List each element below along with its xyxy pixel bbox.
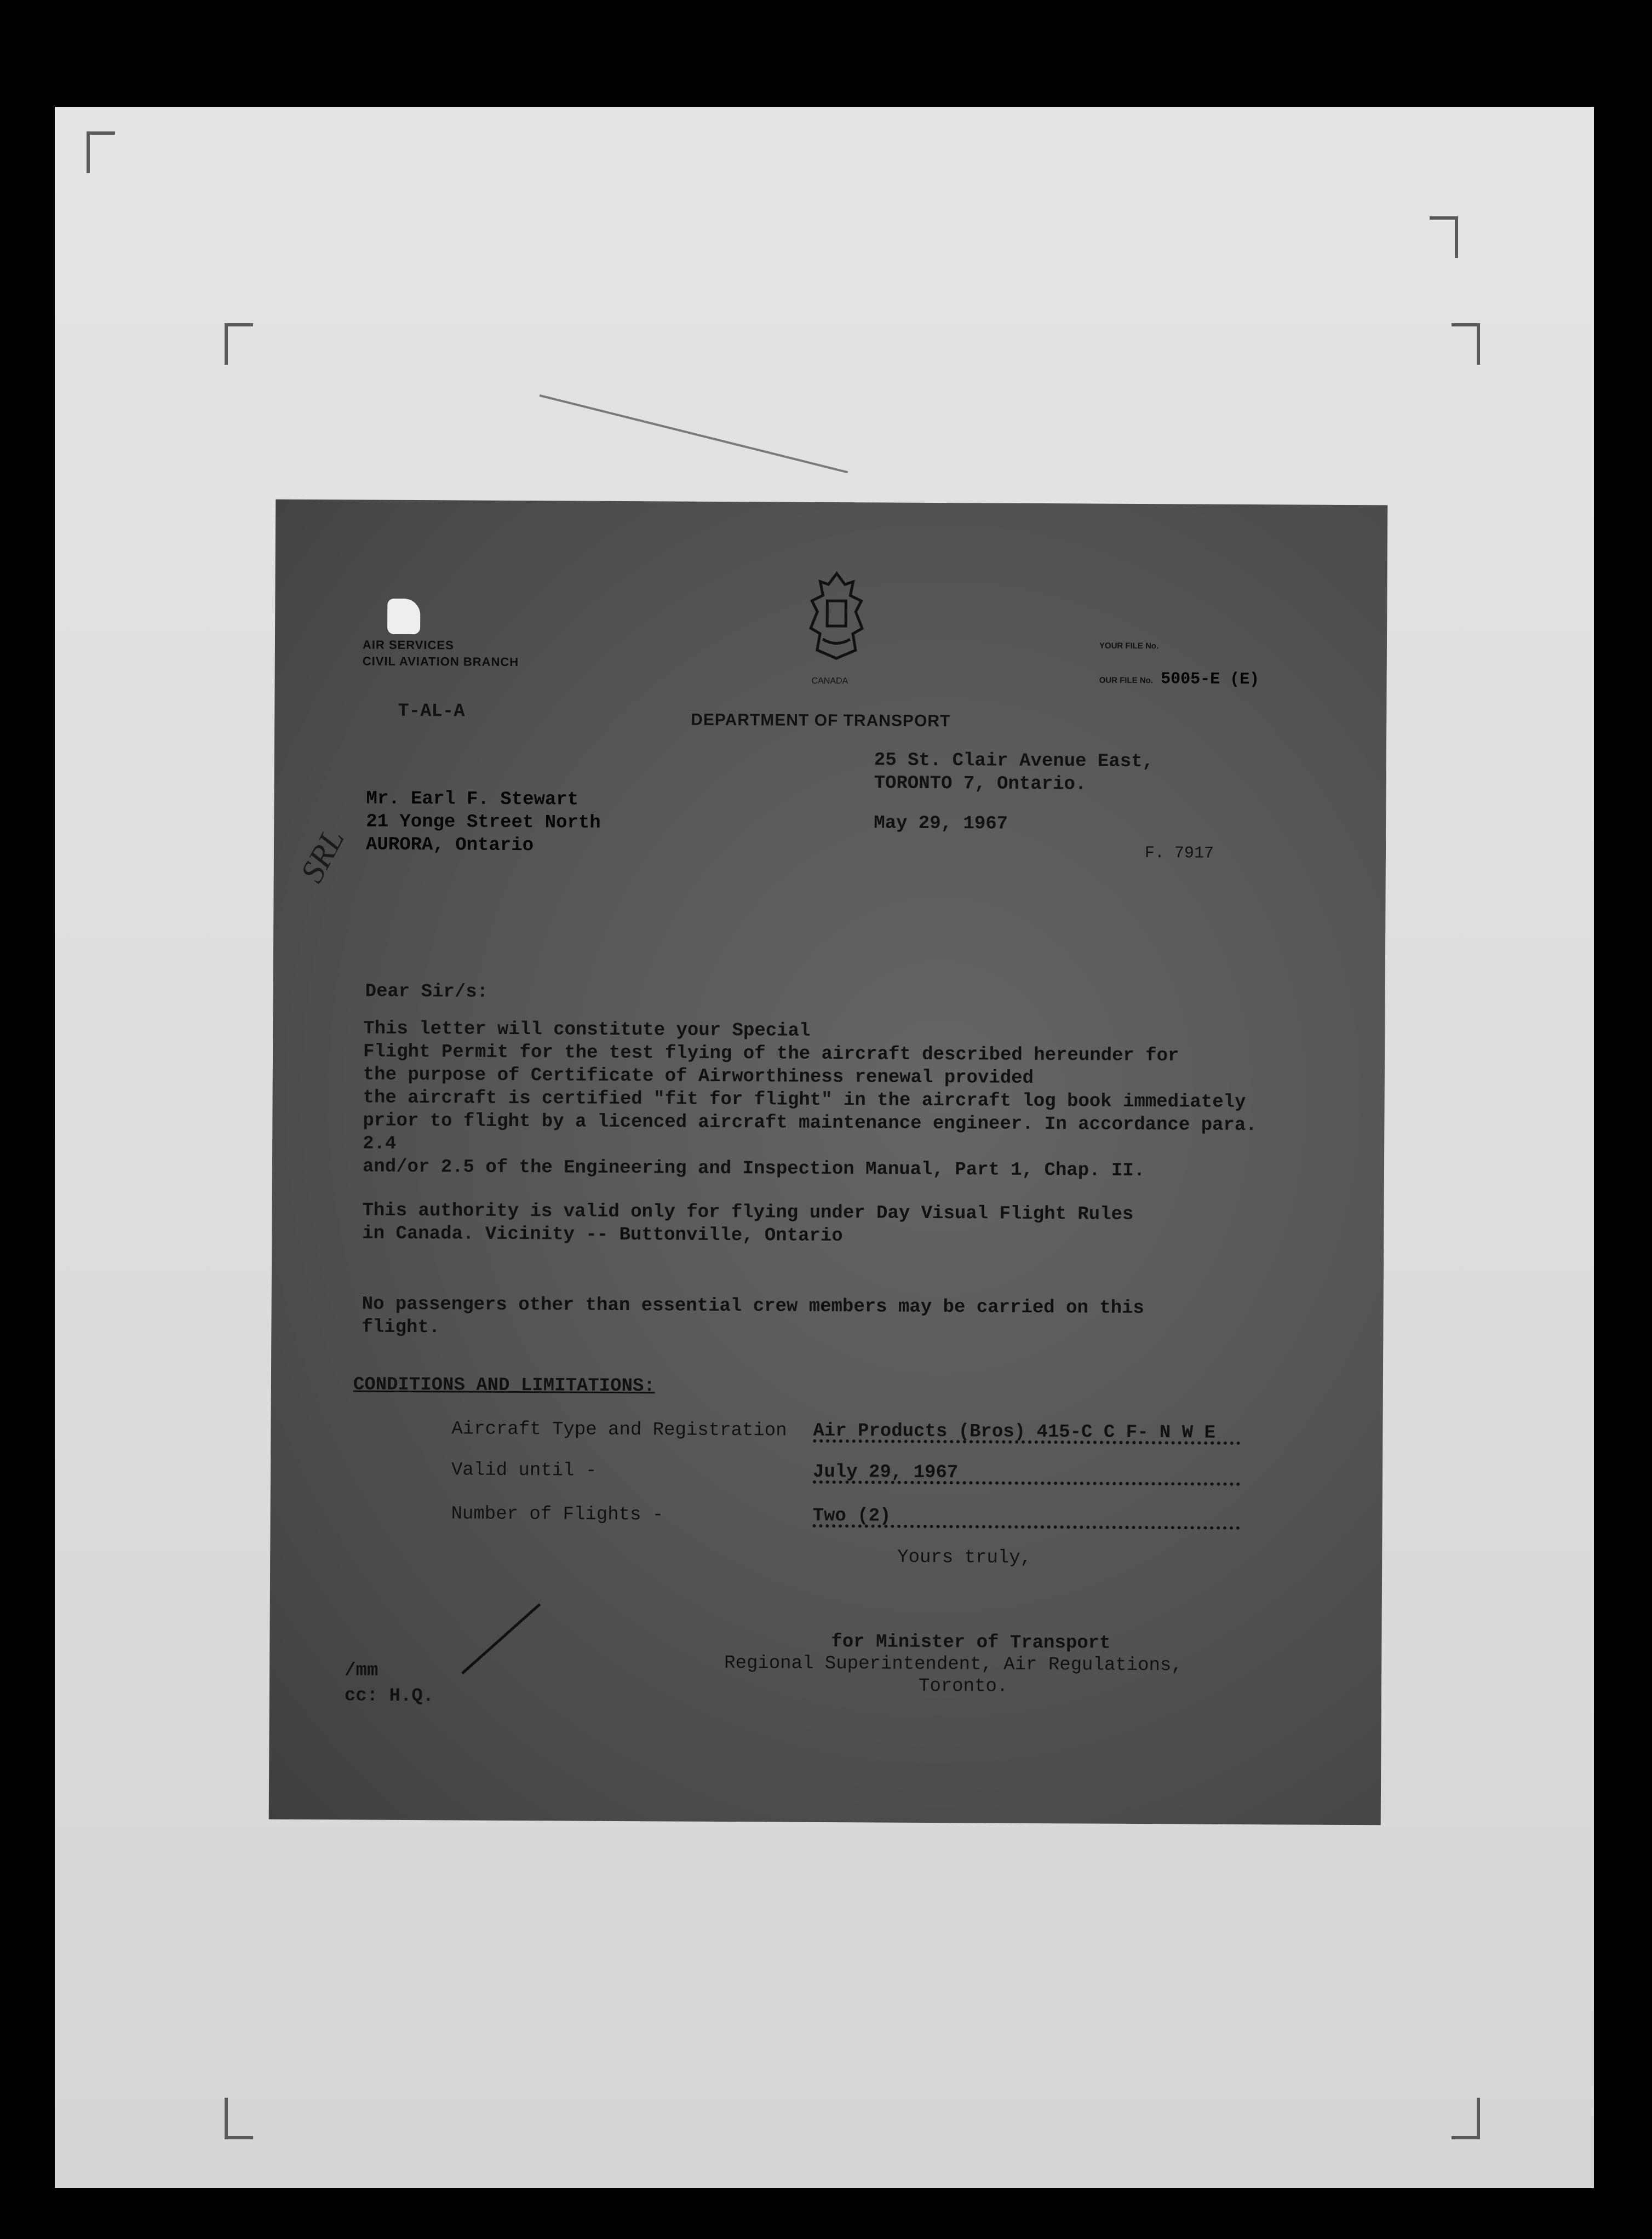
crop-mark-top-left [87, 131, 115, 173]
branch-line-2: CIVIL AVIATION BRANCH [362, 654, 519, 669]
paragraph-authority: This authority is valid only for flying under Day Visual Flight Rules in Canada. Vicinity -- Buttonville, Ontario [362, 1200, 1134, 1247]
letter-sheet [269, 500, 1388, 1825]
condition-label: Aircraft Type and Registration [451, 1419, 787, 1442]
reference-number: F. 7917 [1144, 844, 1214, 863]
crop-mark-bottom-right [1452, 2098, 1480, 2139]
conditions-heading: CONDITIONS AND LIMITATIONS: [353, 1374, 655, 1397]
sender-address [874, 749, 1154, 796]
condition-value: Air Products (Bros) 415-C C F- N W E [813, 1420, 1240, 1445]
salutation: Dear Sir/s: [365, 981, 489, 1003]
check-mark [461, 1603, 541, 1674]
our-file-value: 5005-E (E) [1161, 670, 1260, 690]
file-number-block [1099, 630, 1259, 698]
condition-label: Valid until - [451, 1460, 597, 1482]
crop-mark-inner-top-left [225, 323, 253, 365]
signatory-line-3: Toronto. [918, 1675, 1008, 1697]
sender-address-line-1: 25 St. Clair Avenue East, [874, 750, 1154, 773]
carbon-copy: cc: H.Q. [344, 1685, 434, 1707]
letter-date: May 29, 1967 [874, 813, 1008, 835]
recipient-line-3: AURORA, Ontario [365, 834, 534, 857]
condition-label: Number of Flights - [451, 1503, 664, 1526]
condition-row [451, 1417, 1240, 1445]
condition-row [451, 1502, 1240, 1530]
condition-value: Two (2) [813, 1505, 1240, 1530]
department-title: DEPARTMENT OF TRANSPORT [691, 710, 951, 731]
your-file-label: YOUR FILE No. [1099, 641, 1159, 651]
branch-header [363, 637, 519, 670]
our-file-label: OUR FILE No. [1099, 675, 1153, 686]
signatory-line-1: for Minister of Transport [831, 1632, 1111, 1654]
canada-crest-icon [801, 568, 873, 664]
typist-block [345, 1658, 434, 1709]
condition-row [451, 1459, 1240, 1486]
our-file-row [1099, 663, 1259, 698]
crop-mark-bottom-left [225, 2098, 253, 2139]
recipient-line-2: 21 Yonge Street North [366, 811, 601, 834]
typist-initials: /mm [345, 1660, 378, 1681]
branch-code: T-AL-A [398, 701, 465, 722]
punch-mark [387, 599, 420, 634]
crop-mark-top-right [1430, 216, 1458, 258]
complimentary-close: Yours truly, [897, 1547, 1032, 1569]
paragraph-passengers: No passengers other than essential crew members may be carried on this flight. [362, 1294, 1144, 1339]
paragraph-permit: This letter will constitute your Special Flight Permit for the test flying of the aircraft described hereunder for the purpose of Certificate of Airworthiness renewal provided the aircraft is certified "fit for flight" in the aircraft log book immediately prior to flight by a licenced aircraft maintenance engineer. In accordance para. 2.4 and/or 2.5 of the Engineering and Inspection Manual, Part 1, Chap. II. [362, 1018, 1257, 1182]
handwritten-initials: SRL [293, 823, 352, 888]
sender-address-line-2: TORONTO 7, Ontario. [874, 773, 1087, 795]
crop-mark-inner-top-right [1452, 323, 1480, 365]
branch-line-1: AIR SERVICES [362, 638, 454, 652]
recipient-address [366, 788, 601, 858]
condition-value: July 29, 1967 [813, 1461, 1240, 1486]
recipient-line-1: Mr. Earl F. Stewart [366, 788, 579, 811]
signatory-line-2: Regional Superintendent, Air Regulations, [724, 1653, 1183, 1677]
crest-caption: CANADA [811, 676, 848, 686]
